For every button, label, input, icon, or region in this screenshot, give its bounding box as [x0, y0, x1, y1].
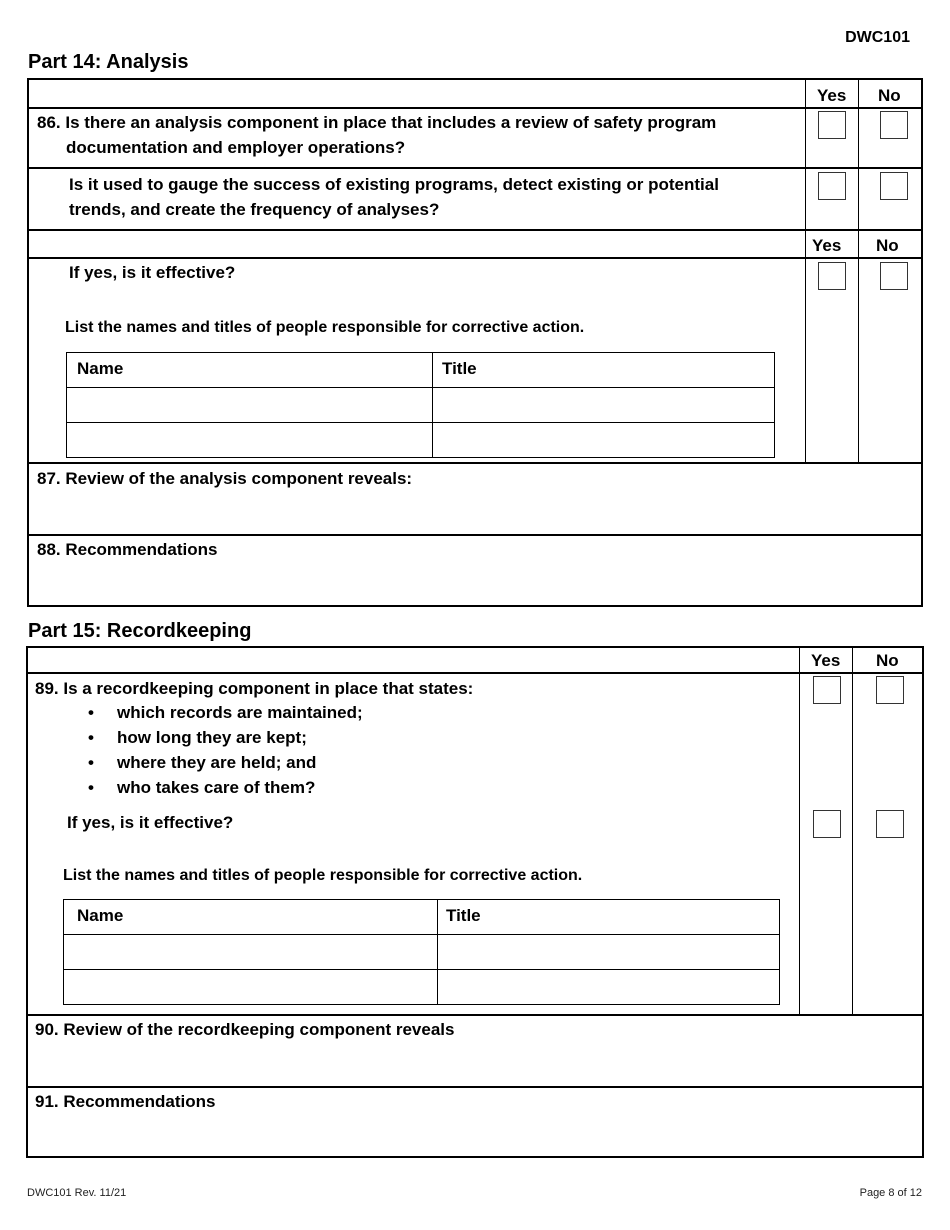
effective-yes-checkbox[interactable] [813, 810, 841, 838]
name-header: Name [77, 359, 124, 378]
form-code: DWC101 [845, 29, 910, 46]
bullet-text: how long they are kept; [117, 728, 307, 747]
no-header: No [876, 651, 899, 670]
name-header-cell [63, 899, 438, 935]
bullet-item: • where they are held; and [88, 750, 94, 775]
footer-page-number: Page 8 of 12 [859, 1187, 922, 1199]
yes-header: Yes [811, 651, 841, 670]
title-input[interactable] [437, 934, 780, 970]
bullet-text: which records are maintained; [117, 703, 363, 722]
question-87: 87. Review of the analysis component reveals: [37, 469, 413, 488]
bullet-text: who takes care of them? [117, 778, 316, 797]
part15-title: Part 15: Recordkeeping [28, 620, 252, 642]
q91-answer-field[interactable] [29, 1114, 921, 1156]
title-input[interactable] [437, 969, 780, 1005]
q87-answer-field[interactable] [30, 492, 920, 532]
bullet-text: where they are held; and [117, 753, 317, 772]
question-89: 89. Is a recordkeeping component in place that states: [35, 679, 474, 698]
footer-revision: DWC101 Rev. 11/21 [27, 1187, 127, 1199]
name-input[interactable] [66, 422, 433, 458]
divider [27, 672, 923, 674]
title-header: Title [446, 906, 481, 925]
divider [799, 647, 800, 1015]
divider [28, 257, 922, 259]
question-86b: Is it used to gauge the success of existing programs, detect existing or potential [69, 175, 719, 194]
effective-question: If yes, is it effective? [67, 813, 234, 832]
q86b-yes-checkbox[interactable] [818, 172, 846, 200]
list-label: List the names and titles of people responsible for corrective action. [63, 867, 583, 884]
effective-no-checkbox[interactable] [880, 262, 908, 290]
effective-yes-checkbox[interactable] [818, 262, 846, 290]
effective-no-checkbox[interactable] [876, 810, 904, 838]
question-90: 90. Review of the recordkeeping component reveals [35, 1020, 455, 1039]
divider [28, 107, 922, 109]
divider [28, 534, 922, 536]
bullet-item: • which records are maintained; [88, 700, 94, 725]
title-header-cell [437, 899, 780, 935]
no-header: No [878, 86, 901, 105]
q86-yes-checkbox[interactable] [818, 111, 846, 139]
bullet-item: • how long they are kept; [88, 725, 94, 750]
question-86-cont: documentation and employer operations? [66, 138, 406, 157]
divider [805, 79, 806, 464]
name-input[interactable] [63, 969, 438, 1005]
divider [28, 462, 922, 464]
name-header: Name [77, 906, 124, 925]
q89-no-checkbox[interactable] [876, 676, 904, 704]
divider [28, 229, 922, 231]
q86-no-checkbox[interactable] [880, 111, 908, 139]
q88-answer-field[interactable] [30, 562, 920, 604]
name-input[interactable] [66, 387, 433, 423]
name-header-cell [66, 352, 433, 388]
divider [27, 1086, 923, 1088]
title-header-cell [432, 352, 775, 388]
title-input[interactable] [432, 387, 775, 423]
divider [27, 1014, 923, 1016]
yes-header-2: Yes [812, 236, 842, 255]
part14-title: Part 14: Analysis [28, 51, 189, 73]
bullet-item: • who takes care of them? [88, 775, 94, 800]
q90-answer-field[interactable] [29, 1043, 921, 1085]
divider [28, 167, 922, 169]
divider [852, 647, 853, 1015]
no-header-2: No [876, 236, 899, 255]
effective-question: If yes, is it effective? [69, 263, 236, 282]
question-86: 86. Is there an analysis component in place that includes a review of safety program [37, 113, 717, 132]
name-input[interactable] [63, 934, 438, 970]
q86b-no-checkbox[interactable] [880, 172, 908, 200]
list-label: List the names and titles of people responsible for corrective action. [65, 319, 585, 336]
question-91: 91. Recommendations [35, 1092, 216, 1111]
question-88: 88. Recommendations [37, 540, 218, 559]
q89-yes-checkbox[interactable] [813, 676, 841, 704]
divider [858, 79, 859, 464]
yes-header: Yes [817, 86, 847, 105]
title-input[interactable] [432, 422, 775, 458]
question-86b-cont: trends, and create the frequency of analyses? [69, 200, 440, 219]
title-header: Title [442, 359, 477, 378]
